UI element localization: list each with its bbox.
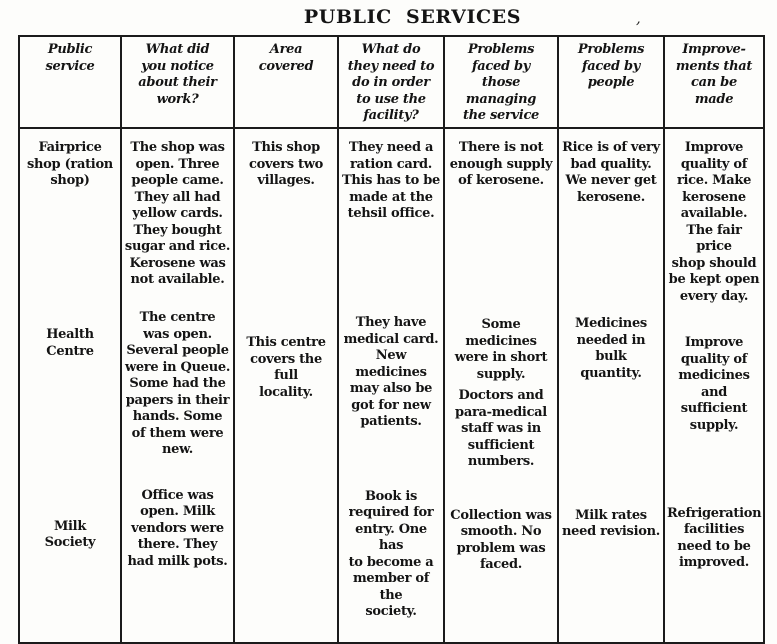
milk-society-improvements-text: Refrigeration facilities need to be improved.	[667, 505, 762, 570]
milk-society-observations-text: Office was open. Milk vendors were there. They had milk pots.	[127, 487, 228, 569]
cell-health-centre-area	[234, 305, 338, 471]
health-centre-name-text: Health Centre	[46, 327, 94, 359]
header-work-observations-label: What did you notice about their work?	[138, 42, 217, 107]
row-milk-society	[19, 471, 764, 643]
health-centre-usage-text: They have medical card. New medicines may also be got for new patients.	[343, 315, 439, 429]
header-usage-requirement	[338, 36, 444, 128]
cell-health-centre-manager-problems	[444, 305, 558, 471]
health-centre-people-problems-text: Medicines needed in bulk quantity.	[575, 316, 647, 381]
header-public-service	[19, 36, 121, 128]
header-problems-people-label: Problems faced by people	[577, 42, 645, 90]
health-centre-observations-text: The centre was open. Several people were in Queue. Some had the papers in their hands. Some of them were new.	[124, 310, 231, 457]
fairprice-name-text: Fairprice shop (ration shop)	[27, 140, 113, 188]
milk-society-manager-problems-text: Collection was smooth. No problem was faced.	[450, 507, 552, 572]
health-centre-improvements-text: Improve quality of medicines and sufficient supply.	[678, 335, 750, 433]
cell-fairprice-observations	[121, 128, 234, 305]
cell-fairprice-usage	[338, 128, 444, 305]
header-area-covered	[234, 36, 338, 128]
health-centre-area-text: This centre covers the full locality.	[246, 335, 326, 400]
header-row	[19, 36, 764, 128]
cell-milk-society-area	[234, 471, 338, 643]
health-centre-manager-problems-text-2: Doctors and para-medical staff was in sufficient numbers.	[455, 388, 547, 469]
fairprice-observations-text: The shop was open. Three people came. They all had yellow cards. They bought sugar and rice. Kerosene was not available.	[124, 140, 231, 287]
cell-fairprice-improvements	[664, 128, 764, 305]
header-problems-managing-label: Problems faced by those managing the service	[462, 42, 540, 123]
cell-health-centre-observations	[121, 305, 234, 471]
cell-milk-society-improvements	[664, 471, 764, 643]
milk-society-people-problems-text: Milk rates need revision.	[562, 507, 660, 539]
header-improvements	[664, 36, 764, 128]
row-fairprice-shop	[19, 128, 764, 305]
cell-health-centre-usage	[338, 305, 444, 471]
header-work-observations	[121, 36, 234, 128]
cell-milk-society-name	[19, 471, 121, 643]
fairprice-people-problems-text: Rice is of very bad quality. We never get kerosene.	[562, 140, 660, 205]
milk-society-usage-text: Book is required for entry. One has to become a member of the society.	[348, 488, 434, 619]
cell-milk-society-manager-problems	[444, 471, 558, 643]
page-title: PUBLIC SERVICES	[303, 6, 522, 28]
header-area-covered-label: Area covered	[258, 42, 314, 74]
row-health-centre	[19, 305, 764, 471]
cell-milk-society-observations	[121, 471, 234, 643]
milk-society-name-text: Milk Society	[44, 518, 96, 550]
cell-fairprice-manager-problems	[444, 128, 558, 305]
cell-milk-society-people-problems	[558, 471, 664, 643]
header-improvements-label: Improve- ments that can be made	[675, 42, 753, 107]
scan-speck-artifact: ,	[636, 9, 641, 27]
header-public-service-label: Public service	[45, 42, 95, 74]
header-usage-requirement-label: What do they need to do in order to use the facility?	[347, 42, 435, 123]
header-problems-people	[558, 36, 664, 128]
cell-fairprice-people-problems	[558, 128, 664, 305]
cell-health-centre-improvements	[664, 305, 764, 471]
cell-health-centre-name	[19, 305, 121, 471]
cell-health-centre-people-problems	[558, 305, 664, 471]
header-problems-managing	[444, 36, 558, 128]
cell-fairprice-area	[234, 128, 338, 305]
cell-fairprice-name	[19, 128, 121, 305]
fairprice-manager-problems-text: There is not enough supply of kerosene.	[449, 140, 553, 188]
health-centre-manager-problems-text-1: Some medicines were in short supply.	[454, 317, 548, 382]
fairprice-area-text: This shop covers two villages.	[249, 140, 323, 188]
fairprice-improvements-text: Improve quality of rice. Make kerosene available. The fair price shop should be kept open every day.	[668, 140, 760, 304]
cell-milk-society-usage	[338, 471, 444, 643]
fairprice-usage-text: They need a ration card. This has to be made at the tehsil office.	[342, 140, 440, 221]
public-services-table	[18, 35, 765, 644]
